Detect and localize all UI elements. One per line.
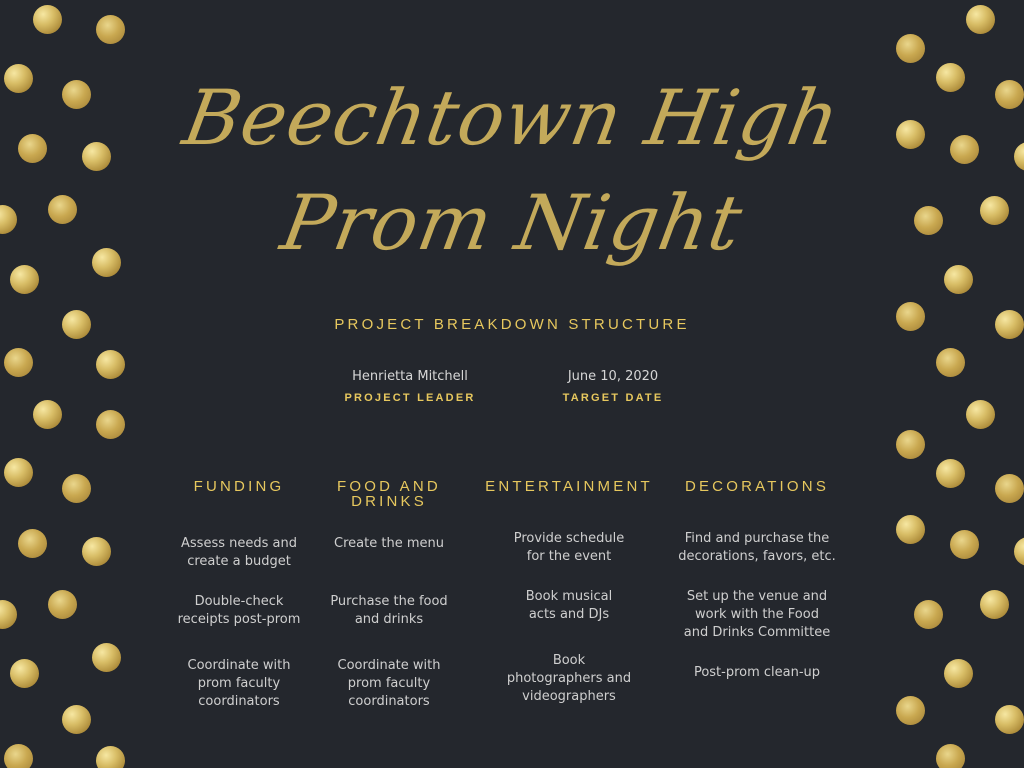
gold-dot xyxy=(936,744,965,768)
task-item: Purchase the food and drinks xyxy=(330,594,448,627)
gold-dot xyxy=(4,458,33,487)
target-date-block xyxy=(523,369,703,404)
project-leader-block xyxy=(320,369,500,404)
column-funding xyxy=(165,478,313,709)
gold-dot xyxy=(966,5,995,34)
column-heading-entertainment: ENTERTAINMENT xyxy=(485,478,653,495)
task-item: Coordinate with prom faculty coordinators xyxy=(337,658,441,709)
task-item: Provide schedule for the event xyxy=(513,531,625,564)
page-subtitle: PROJECT BREAKDOWN STRUCTURE xyxy=(334,316,690,333)
task-item: Create the menu xyxy=(334,536,444,551)
task-item: Assess needs and create a budget xyxy=(181,536,297,569)
gold-dot xyxy=(62,705,91,734)
gold-dot xyxy=(914,600,943,629)
gold-dot xyxy=(4,744,33,768)
column-heading-decorations: DECORATIONS xyxy=(684,478,830,495)
task-item: Find and purchase the decorations, favors, etc. xyxy=(678,531,836,564)
gold-dot xyxy=(944,659,973,688)
gold-dot xyxy=(96,15,125,44)
column-decorations xyxy=(667,478,847,680)
gold-dot xyxy=(92,643,121,672)
gold-dot xyxy=(18,529,47,558)
gold-dot xyxy=(944,265,973,294)
column-heading-funding: FUNDING xyxy=(193,478,285,495)
gold-dot xyxy=(896,430,925,459)
project-leader-label: PROJECT LEADER xyxy=(344,392,476,404)
gold-dot xyxy=(96,410,125,439)
task-item: Set up the venue and work with the Food and Drinks Committee xyxy=(683,589,831,640)
target-date-label: TARGET DATE xyxy=(562,392,664,404)
gold-dot xyxy=(33,400,62,429)
gold-dot xyxy=(966,400,995,429)
task-item: Post-prom clean-up xyxy=(693,665,821,680)
gold-dot xyxy=(896,34,925,63)
task-item: Coordinate with prom faculty coordinators xyxy=(187,658,291,709)
title-line-1: Beechtown High xyxy=(177,73,847,162)
gold-dot xyxy=(62,474,91,503)
task-item: Book photographers and videographers xyxy=(506,653,632,704)
gold-dot xyxy=(936,348,965,377)
gold-dot xyxy=(995,474,1024,503)
project-leader-name: Henrietta Mitchell xyxy=(352,369,468,384)
column-entertainment xyxy=(475,478,663,704)
gold-dot xyxy=(936,459,965,488)
gold-dot xyxy=(995,705,1024,734)
gold-dot xyxy=(896,696,925,725)
column-food-and-drinks xyxy=(320,478,458,709)
task-item: Double-check receipts post-prom xyxy=(177,594,301,627)
column-heading-food-and-drinks: FOOD AND DRINKS xyxy=(337,478,441,510)
gold-dot xyxy=(10,659,39,688)
gold-dot xyxy=(33,5,62,34)
gold-dot xyxy=(1014,537,1024,566)
task-item: Book musical acts and DJs xyxy=(525,589,613,622)
gold-dot xyxy=(950,530,979,559)
gold-dot xyxy=(82,537,111,566)
gold-dot xyxy=(96,746,125,768)
gold-dot xyxy=(4,348,33,377)
gold-dot xyxy=(48,590,77,619)
gold-dot xyxy=(980,590,1009,619)
title-line-2: Prom Night xyxy=(275,178,750,267)
target-date-value: June 10, 2020 xyxy=(567,369,659,384)
gold-dot xyxy=(896,515,925,544)
gold-dot xyxy=(96,350,125,379)
gold-dot xyxy=(10,265,39,294)
gold-dot xyxy=(0,600,17,629)
